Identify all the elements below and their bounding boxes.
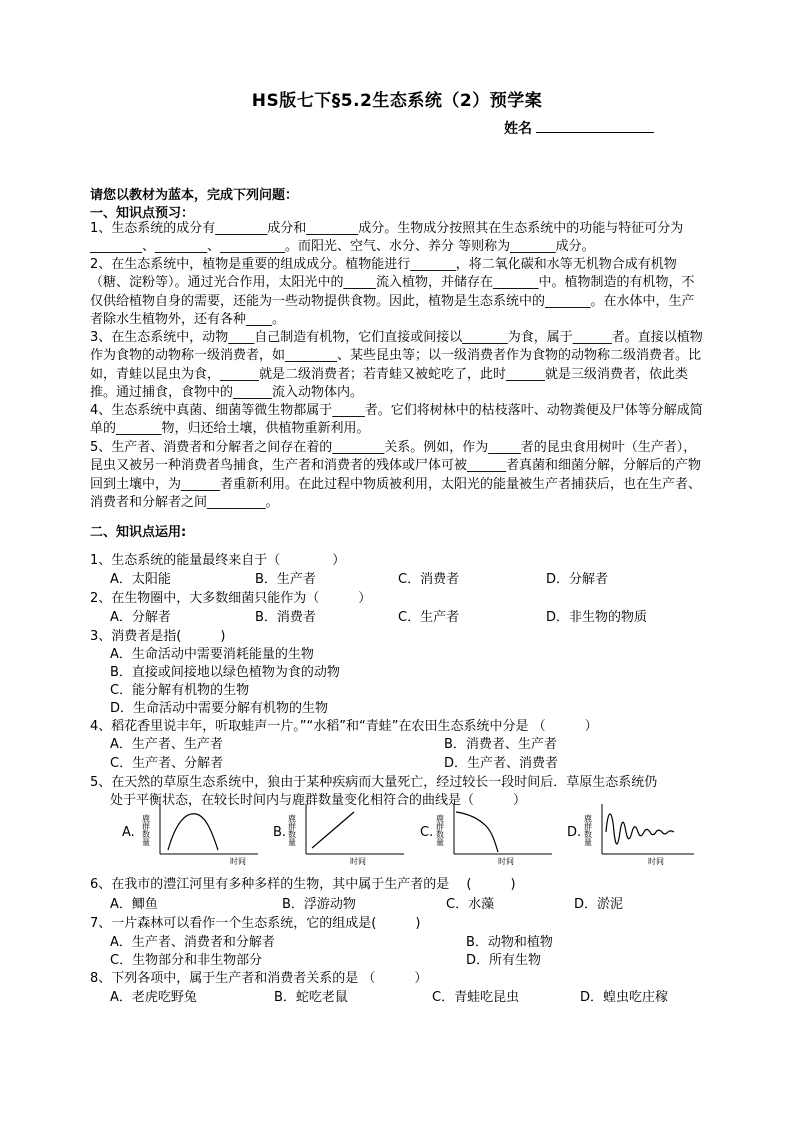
graph-d-xlabel: 时间 [648,857,664,866]
section-preview-heading: 一、知识点预习： [90,206,195,221]
preview-item-1: 1、生态系统的成分有________成分和________成分。生物成分按照其在生态系统中的功能与特征可分为________、________、__________。而阳光、空气、水分、养分 等则称为_______成分。 [90,221,684,255]
graph-d-ylabel: 鹿群数量 [583,814,593,846]
q3-option-a[interactable]: A．生命活动中需要消耗能量的生物 [110,647,314,662]
preview-item-4: 4、生态系统中真菌、细菌等微生物都属于_____者。它们将树林中的枯枝落叶、动物粪便及尸体等分解成简单的_______物，归还给土壤，供植物重新利用。 [90,403,703,437]
q5-graph-b [287,802,412,866]
graph-a-ylabel: 鹿群数量 [141,814,151,846]
graph-c-curve [456,812,498,852]
q7-option-b[interactable]: B．动物和植物 [466,935,553,950]
q6-option-b[interactable]: B．浮游动物 [282,897,356,912]
preview-item-5: 5、生产者、消费者和分解者之间存在着的________关系。例如，作为_____者的昆虫食用树叶（生产者），昆虫又被另一种消费者鸟捕食，生产者和消费者的残体或尸体可被______者真菌和细菌分解，分解后的产物回到土壤中，为______者重新利用。在此过程中物质被利用，太阳光的能量被生产者捕获后，也在生产者、消费者和分解者之间_________。 [90,440,702,510]
q1-option-a[interactable]: A．太阳能 [110,572,171,587]
q2-option-d[interactable]: D．非生物的物质 [546,610,648,625]
preview-item-3: 3、在生态系统中，动物____自己制造有机物，它们直接或间接以_______为食，属于______者。直接以植物作为食物的动物称一级消费者，如________、某些昆虫等；以一级消费者作为食物的动物称二级消费者。比如，青蛙以昆虫为食，______就是二级消费者；若青蛙又被蛇吃了，此时______就是三级消费者，依此类推。通过捕食，食物中的______流入动物体内。 [90,330,703,400]
graph-c-xlabel: 时间 [498,857,514,866]
instruction: 请您以教材为蓝本，完成下列问题： [90,188,299,203]
q6-option-c[interactable]: C．水藻 [446,897,495,912]
graph-c-ylabel: 鹿群数量 [435,814,445,846]
q4-option-d[interactable]: D．生产者、消费者 [444,756,559,771]
q8-option-b[interactable]: B．蛇吃老鼠 [274,990,348,1005]
q5-option-a[interactable]: A. [122,825,135,840]
question-2-stem: 2、在生物圈中，大多数细菌只能作为（ ） [90,591,372,606]
preview-item-2: 2、在生态系统中，植物是重要的组成成分。植物能进行_______，将二氧化碳和水等无机物合成有机物（糖、淀粉等）。通过光合作用，太阳光中的_____流入植物，并储存在_______中。植物制造的有机物，不仅供给植物自身的需要，还能为一些动物提供食物。因此，植物是生态系统中的_______。在水体中，生产者除水生植物外，还有各种____。 [90,257,695,327]
graph-d-curve [606,814,674,844]
name-field [504,118,654,138]
question-4-stem: 4、稻花香里说丰年，听取蛙声一片。”“水稻”和“青蛙”在农田生态系统中分是 （ ） [90,719,598,734]
q4-option-c[interactable]: C．生产者、分解者 [110,756,224,771]
q5-graph-a [141,802,266,866]
name-label: 姓名 [504,121,532,137]
q1-option-c[interactable]: C．消费者 [398,572,460,587]
q2-option-c[interactable]: C．生产者 [398,610,460,625]
q3-option-c[interactable]: C．能分解有机物的生物 [110,683,250,698]
q8-option-c[interactable]: C．青蛙吃昆虫 [432,990,520,1005]
q5-option-c[interactable]: C. [420,825,434,840]
q3-option-d[interactable]: D．生命活动中需要分解有机物的生物 [110,701,329,716]
q1-option-d[interactable]: D．分解者 [546,572,609,587]
section-apply-heading: 二、知识点运用: [90,525,187,540]
q5-graph-d [583,802,698,866]
q6-option-a[interactable]: A．鲫鱼 [110,897,158,912]
q3-option-b[interactable]: B．直接或间接地以绿色植物为食的动物 [110,665,340,680]
q4-option-b[interactable]: B．消费者、生产者 [444,737,557,752]
question-3-stem: 3、消费者是指( ) [90,629,226,644]
q5-option-b[interactable]: B. [273,825,287,840]
q2-option-a[interactable]: A．分解者 [110,610,171,625]
graph-a-xlabel: 时间 [230,857,246,866]
question-6-stem: 6、在我市的澧江河里有多种多样的生物，其中属于生产者的是 ( ) [90,877,516,892]
question-1-stem: 1、生态系统的能量最终来自于（ ） [90,553,346,568]
q5-graph-c [435,802,560,866]
graph-b-xlabel: 时间 [350,857,366,866]
question-8-stem: 8、下列各项中，属于生产者和消费者关系的是 （ ） [90,971,428,986]
name-blank[interactable] [536,120,654,133]
page-title: HS版七下§5.2生态系统（2）预学案 [251,91,543,111]
question-5-stem-line2: 处于平衡状态，在较长时间内与鹿群数量变化相符合的曲线是（ ） [110,793,527,808]
q7-option-a[interactable]: A．生产者、消费者和分解者 [110,935,275,950]
q8-option-d[interactable]: D．蝗虫吃庄稼 [580,990,669,1005]
question-5-stem-line1: 5、在天然的草原生态系统中，狼由于某种疾病而大量死亡，经过较长一段时间后．草原生态系统仍 [90,775,658,790]
graph-b-ylabel: 鹿群数量 [287,814,297,846]
q8-option-a[interactable]: A．老虎吃野兔 [110,990,197,1005]
q7-option-d[interactable]: D．所有生物 [466,953,542,968]
q1-option-b[interactable]: B．生产者 [255,572,316,587]
graph-b-curve [312,812,354,848]
q5-option-d[interactable]: D. [567,825,582,840]
q4-option-a[interactable]: A．生产者、生产者 [110,737,223,752]
q7-option-c[interactable]: C．生物部分和非生物部分 [110,953,263,968]
question-7-stem: 7、一片森林可以看作一个生态系统，它的组成是( ) [90,916,421,931]
q6-option-d[interactable]: D．淤泥 [574,897,624,912]
graph-a-curve [168,814,218,850]
q2-option-b[interactable]: B．消费者 [255,610,316,625]
